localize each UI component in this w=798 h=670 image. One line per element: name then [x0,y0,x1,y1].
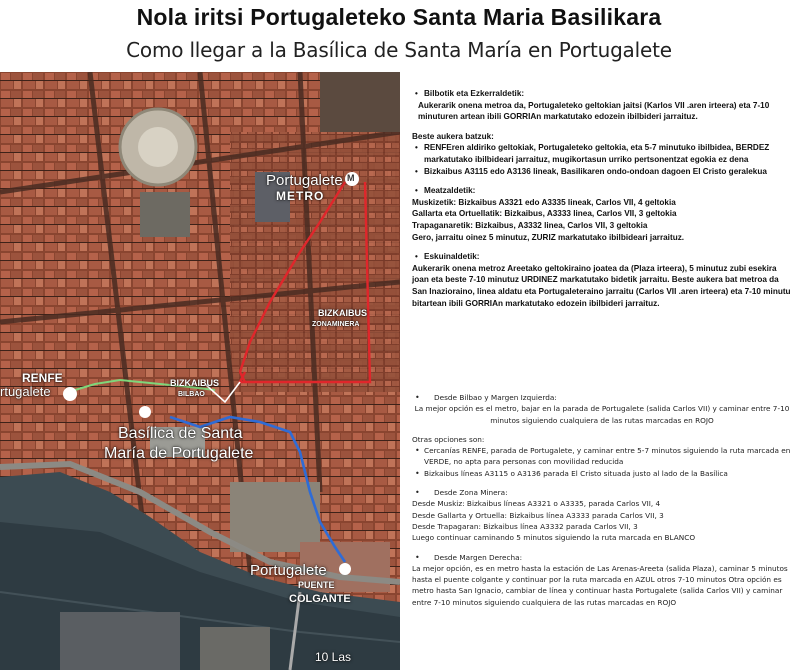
heading-meatzaldetik: • Meatzaldetik: [412,185,792,197]
line-gallarta-spanish: Desde Gallarta y Ortuella: Bizkaibus línea A3333 parada Carlos VII, 3 [412,510,664,520]
map-label-basilica-1: Basílica de Santa [118,425,243,442]
title-basque: Nola iritsi Portugaleteko Santa Maria Basilikara [136,4,662,30]
bridge-marker [339,563,351,575]
heading-margen-derecha: • Desde Margen Derecha: [412,552,792,563]
section-margen-derecha [412,552,792,608]
section-otras-spanish [412,434,792,479]
text-margen-derecha: La mejor opción, es en metro hasta la estación de Las Arenas-Areeta (salida Plaza), caminar 5 minutos hasta el puente colgante y continuar por la ruta marcada en AZUL otros 7-10 minutos Otra opción es metro hasta San Ignacio, cambiar de línea y continuar hasta Portugalete (salida Carlos VII) y caminar entre 7-10 minutos siguiendo cualquiera de las rutas marcadas en ROJO [412,563,788,607]
title-spanish: Como llegar a la Basílica de Santa María en Portugalete [126,38,672,62]
spanish-directions [412,392,792,616]
section-meatzaldea [412,185,792,243]
map-label-bizkaibus-zm: BIZKAIBUS [318,308,367,318]
section-bilbao-spanish [412,392,792,426]
satellite-map [0,72,400,670]
line-muskiz-spanish: Desde Muskiz: Bizkaibus líneas A3321 o A3335, parada Carlos VII, 4 [412,499,661,509]
renfe-marker [63,387,77,401]
item-renfe-basque: • RENFEren aldiriko geltokiak, Portugaleteko geltokia, eta 5-7 minutuko ibilbidea, BERDEZ markatutako ibilbideari jarraituz, mugikortasun urriko pertsonentzat egokia ez dena [412,142,792,165]
map-label-puente: PUENTE [298,580,335,590]
section-zona-minera [412,487,792,543]
line-muskiz-basque: Muskizetik: Bizkaibus A3321 edo A3335 lineak, Carlos VII, 4 geltokia [412,197,676,207]
text-bilbotik: Aukerarik onena metroa da, Portugaleteko geltokian jaitsi (Karlos VII .aren irteera) eta 7-10 minuturen artean ibili GORRIAn markatutako edozein ibilbideri jarraituz. [418,100,770,122]
heading-beste: Beste aukera batzuk: [412,131,494,141]
metro-icon: M [347,173,355,183]
line-gallarta-basque: Gallarta eta Ortuellatik: Bizkaibus, A3333 linea, Carlos VII, 3 geltokia [412,209,677,219]
heading-desde-bilbao: • Desde Bilbao y Margen Izquierda: [412,392,792,403]
heading-zona-minera: • Desde Zona Minera: [412,487,792,498]
map-label-renfe: RENFE [22,371,63,385]
map-label-portugalete-bottom: Portugalete [250,562,327,579]
map-label-bizkaibus-bilbao: BIZKAIBUS [170,378,219,388]
item-bizkaibus-spanish: • Bizkaibus líneas A3115 o A3136 parada El Cristo situada justo al lado de la Basílica [412,468,792,479]
map-label-portugalete-metro: Portugalete [266,172,343,189]
line-trapagaran-spanish: Desde Trapagaran: Bizkaibus línea A3332 parada Carlos VII, 3 [412,521,638,531]
basilica-marker [139,406,151,418]
item-bizkaibus-basque: • Bizkaibus A3115 edo A3136 lineak, Basilikaren ondo-ondoan dagoen El Cristo geralekua [412,166,792,178]
heading-bilbotik: • Bilbotik eta Ezkerraldetik: [412,88,792,100]
heading-eskuinaldetik: • Eskuinaldetik: [412,251,792,263]
line-luego-spanish: Luego continuar caminando 5 minutos siguiendo la ruta marcada en BLANCO [412,533,696,543]
section-bilbao-basque [412,88,792,123]
section-other-basque [412,131,792,177]
line-trapaga-basque: Trapaganaretik: Bizkaibus, A3332 linea, Carlos VII, 3 geltokia [412,220,648,230]
heading-otras: Otras opciones son: [412,434,485,444]
basque-directions [412,88,792,317]
item-renfe-spanish: • Cercanías RENFE, parada de Portugalete, y caminar entre 5-7 minutos siguiendo la ruta marcada en VERDE, no apta para personas con movilidad reducida [412,445,792,468]
map-label-zonaminera: ZONAMINERA [312,321,360,328]
map-label-bottom: 10 Las [315,650,352,664]
text-eskuinaldetik: Aukerarik onena metroz Areetako geltokiraino joatea da (Plaza irteera), 5 minutuz zubi esekira joan eta beste 7-10 minutuz URDINEZ markatutako bidetik jarraitu. Beste aukera bat metroa da San Inazioraino, linea aldatu eta Portugaleteraino jarraitu (Carlos VII .aren irteera) eta 7-10 minutu bitartean ibili GORRIAn markatutako edozein ibilbideri jarraituz. [412,263,791,308]
map-label-bilbao: BILBAO [178,391,205,398]
map-label-basilica-2: María de Portugalete [104,445,254,462]
map-label-metro: METRO [276,189,325,203]
text-desde-bilbao: La mejor opción es el metro, bajar en la parada de Portugalete (salida Carlos VII) y caminar entre 7-10 minutos siguiendo cualquiera de las rutas marcadas en ROJO [414,404,790,425]
line-gero-basque: Gero, jarraitu oinez 5 minutuz, ZURIZ markatutako ibilbideari jarraituz. [412,232,685,242]
map-label-renfe-portugalete: rtugalete [0,384,51,399]
map-label-colgante: COLGANTE [289,593,351,605]
section-eskuinaldea [412,251,792,309]
